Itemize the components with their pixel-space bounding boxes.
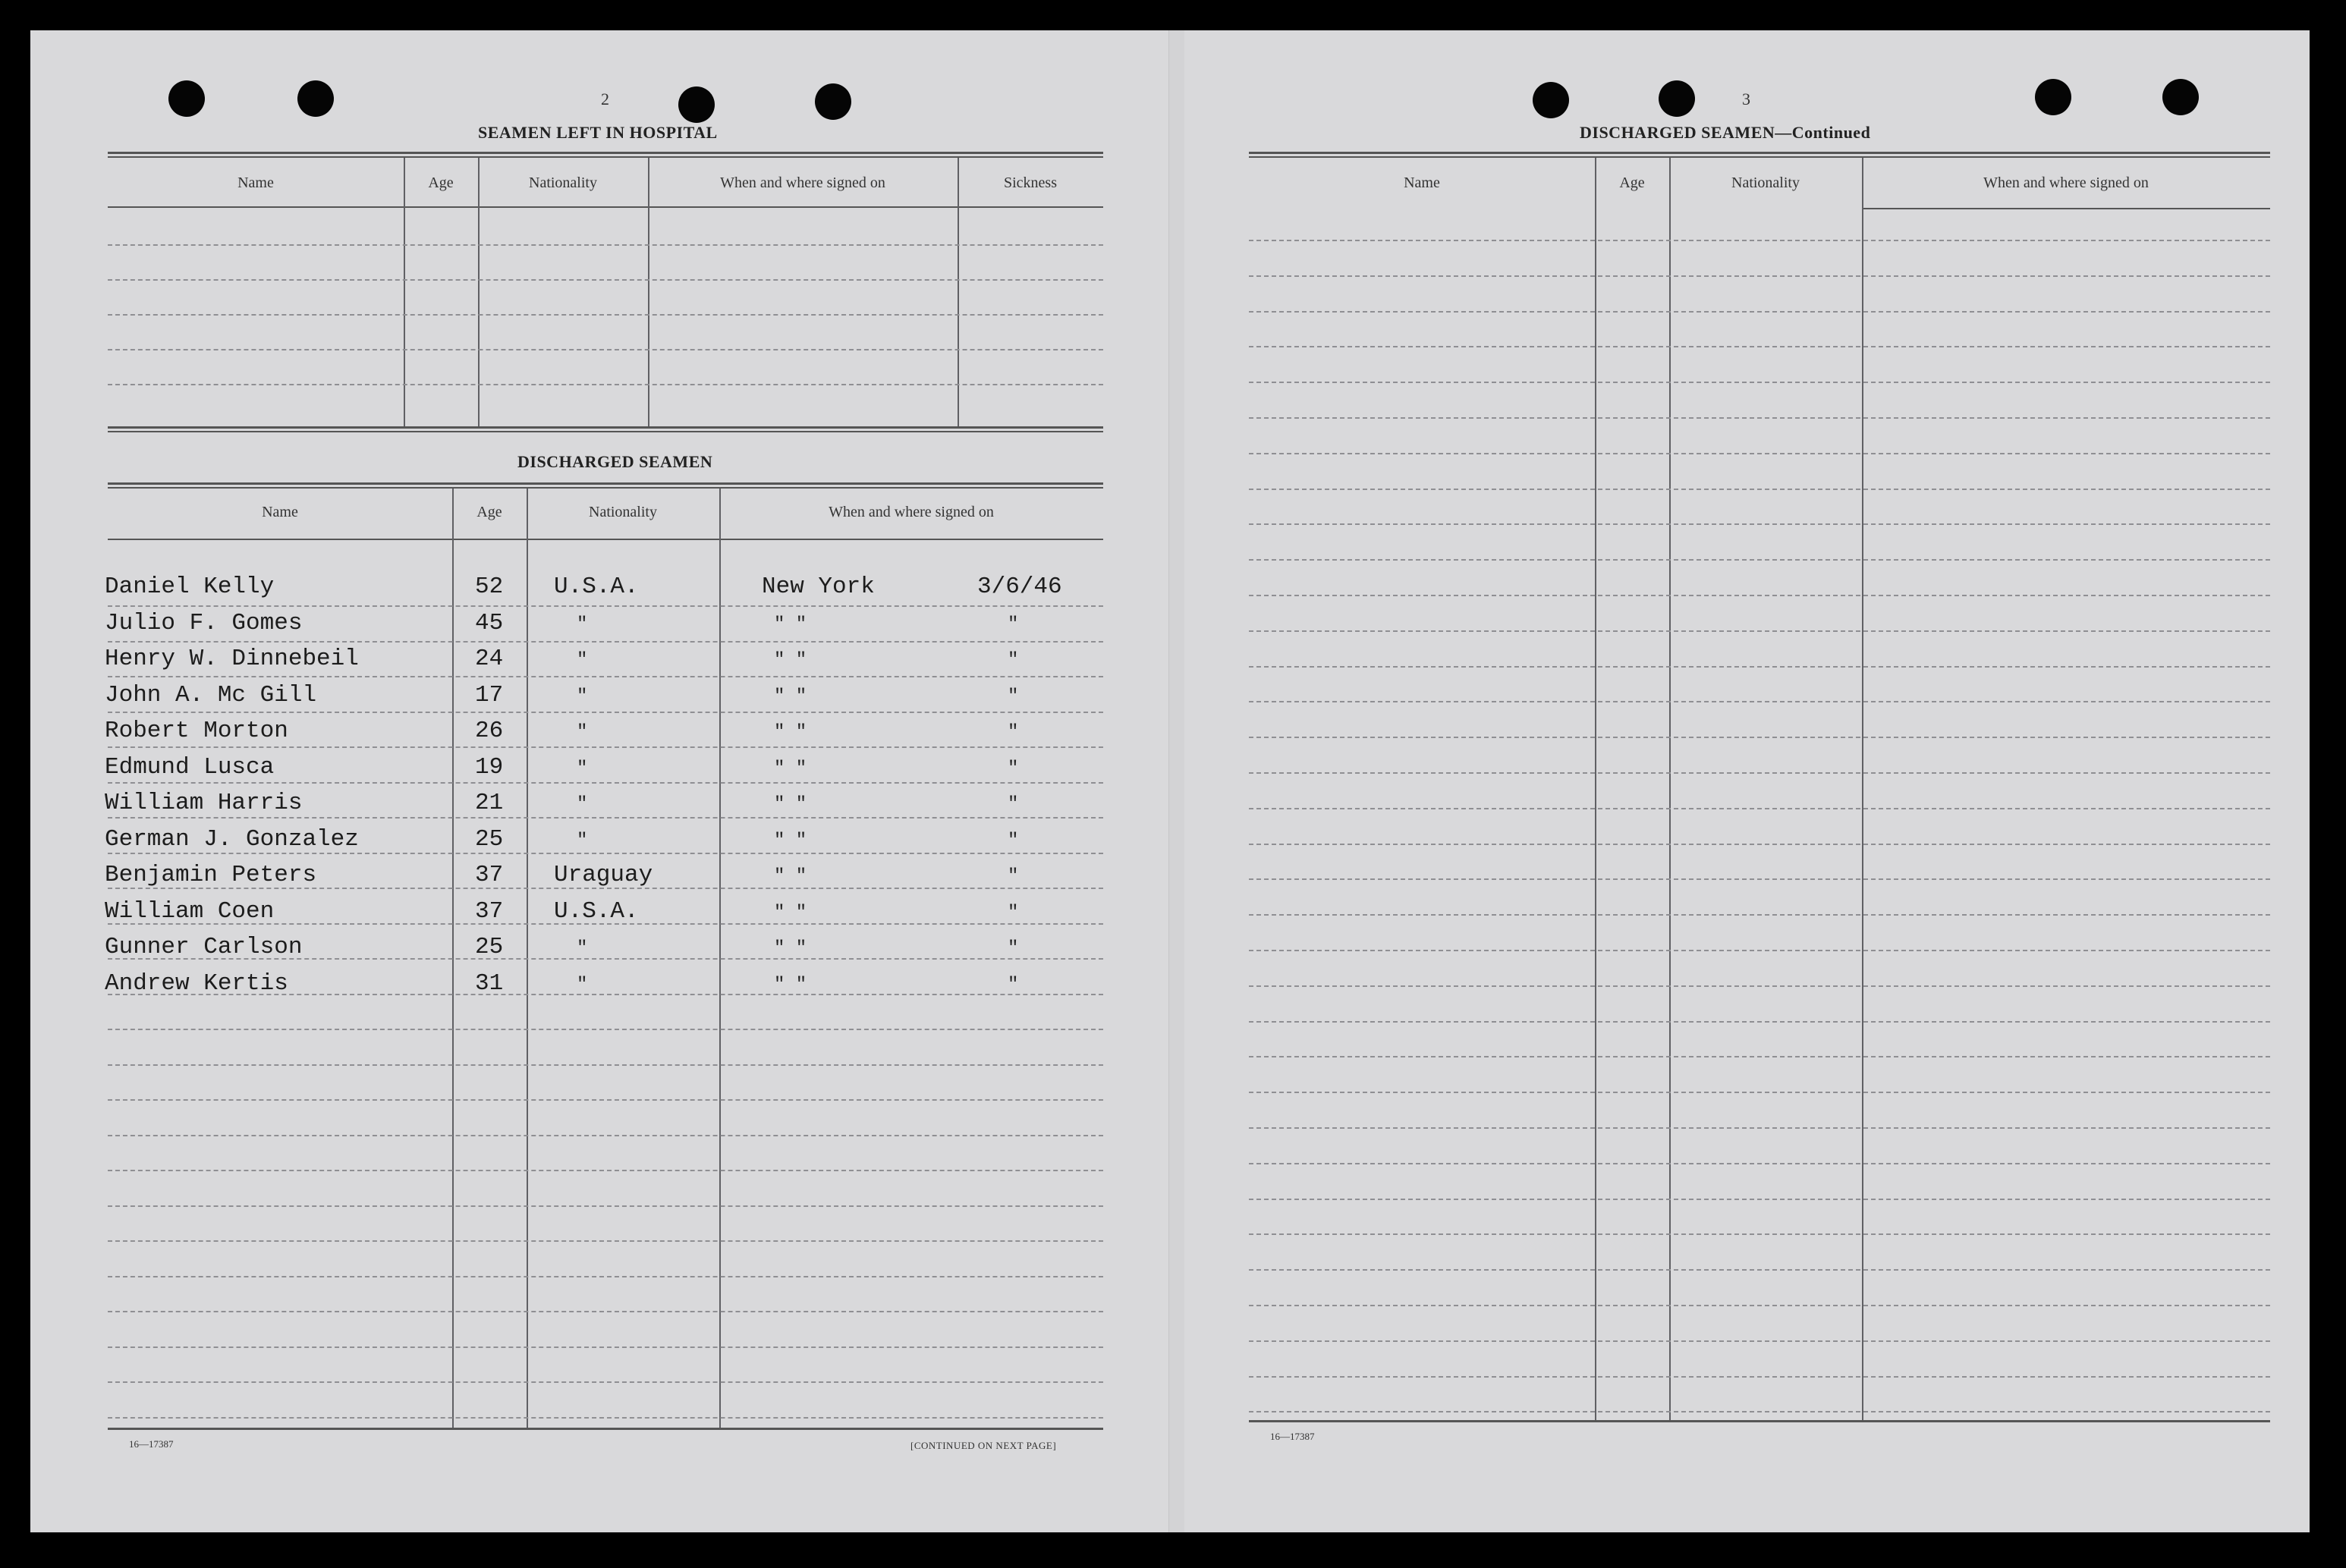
right-row-line [1249, 737, 2270, 738]
hospital-row-line [108, 349, 1103, 350]
hospital-top-rule [108, 152, 1103, 154]
seaman-signed-date: " [1008, 686, 1019, 707]
right-row-line [1249, 346, 2270, 347]
seaman-signed-place: " " [774, 974, 807, 995]
right-row-line [1249, 808, 2270, 809]
hospital-top-rule-2 [108, 156, 1103, 158]
punch-hole [168, 80, 205, 117]
right-row-line [1249, 1340, 2270, 1342]
seaman-signed-place: " " [774, 614, 807, 635]
seaman-age: 37 [475, 862, 504, 888]
right-row-line [1249, 595, 2270, 596]
discharged-section-title: DISCHARGED SEAMEN [517, 452, 713, 471]
seaman-name: Julio F. Gomes [105, 609, 303, 636]
seaman-nationality: " [577, 686, 588, 707]
right-row-line [1249, 1163, 2270, 1164]
seaman-nationality: " [577, 722, 588, 743]
right-row-line [1249, 1021, 2270, 1023]
right-row-line [1249, 1269, 2270, 1271]
discharged-row-line [108, 1346, 1103, 1348]
hospital-col-name: Name [237, 174, 274, 191]
right-row-line [1249, 1092, 2270, 1093]
discharged-row-line [108, 817, 1103, 819]
seaman-name: Benjamin Peters [105, 862, 317, 888]
seaman-age: 31 [475, 969, 504, 997]
seaman-signed-place: " " [774, 866, 807, 887]
right-row-line [1249, 417, 2270, 419]
discharged-col-name: Name [262, 504, 298, 520]
discharged-row-line [108, 641, 1103, 643]
seaman-age: 45 [475, 609, 504, 636]
continued-title-suffix: —Continued [1775, 123, 1871, 142]
seaman-signed-place: " " [774, 686, 807, 707]
seaman-name: John A. Mc Gill [105, 681, 317, 709]
punch-hole [815, 83, 851, 120]
seaman-signed-place: " " [774, 794, 807, 815]
right-row-line [1249, 701, 2270, 702]
seaman-nationality: " [577, 758, 588, 779]
seaman-age: 52 [475, 573, 504, 600]
right-col-age: Age [1619, 174, 1645, 191]
right-col-name: Name [1404, 174, 1440, 191]
hospital-row-line [108, 244, 1103, 246]
page-number-right: 3 [1742, 90, 1750, 108]
discharged-row-line [108, 1064, 1103, 1066]
discharged-row-line [108, 958, 1103, 960]
right-row-line [1249, 453, 2270, 454]
discharged-row-line [108, 782, 1103, 784]
discharged-row-line [108, 888, 1103, 889]
right-row-line [1249, 772, 2270, 774]
seaman-age: 17 [475, 681, 504, 709]
hospital-col-nationality: Nationality [529, 174, 597, 191]
right-row-line [1249, 950, 2270, 951]
right-row-line [1249, 1056, 2270, 1057]
seaman-signed-date: " [1008, 902, 1019, 923]
seaman-age: 19 [475, 753, 504, 781]
punch-hole [2035, 79, 2071, 115]
hospital-col-divider [648, 158, 649, 426]
continued-title-main: DISCHARGED SEAMEN [1580, 123, 1775, 142]
discharged-col-nationality: Nationality [589, 504, 657, 520]
discharged-header-rule [108, 539, 1103, 540]
seaman-name: Robert Morton [105, 718, 288, 744]
discharged-row-line [108, 1135, 1103, 1136]
hospital-header-rule [108, 206, 1103, 208]
seaman-name: William Harris [105, 790, 303, 816]
seaman-signed-date: 3/6/46 [977, 573, 1062, 600]
right-top-rule [1249, 152, 2270, 154]
continued-section-title [1580, 123, 1870, 143]
punch-hole [2162, 79, 2199, 115]
seaman-signed-date: " [1008, 614, 1019, 635]
document-page [30, 30, 2310, 1532]
discharged-row-line [108, 676, 1103, 677]
seaman-signed-date: " [1008, 722, 1019, 743]
seaman-signed-place: " " [774, 938, 807, 959]
discharged-top-rule [108, 482, 1103, 485]
discharged-row-line [108, 1417, 1103, 1419]
seaman-signed-date: " [1008, 830, 1019, 851]
punch-hole [297, 80, 334, 117]
hospital-bottom-rule-2 [108, 431, 1103, 432]
hospital-col-divider [958, 158, 959, 426]
seaman-nationality: " [577, 650, 588, 671]
seaman-nationality: " [577, 974, 588, 995]
seaman-nationality: " [577, 830, 588, 851]
hospital-col-divider [404, 158, 405, 426]
seaman-signed-place: " " [774, 722, 807, 743]
seaman-name: Daniel Kelly [105, 573, 275, 600]
discharged-row-line [108, 1381, 1103, 1383]
seaman-age: 26 [475, 718, 504, 744]
right-top-rule-2 [1249, 156, 2270, 158]
punch-hole [1659, 80, 1695, 117]
seaman-name: Andrew Kertis [105, 969, 288, 997]
right-col-signed-on: When and where signed on [1983, 174, 2149, 191]
hospital-row-line [108, 279, 1103, 281]
discharged-row-line [108, 1311, 1103, 1312]
seaman-nationality: " [577, 614, 588, 635]
hospital-col-divider [478, 158, 480, 426]
seaman-age: 25 [475, 825, 504, 853]
discharged-row-line [108, 1170, 1103, 1171]
seaman-age: 21 [475, 790, 504, 816]
hospital-row-line [108, 314, 1103, 316]
right-row-line [1249, 1376, 2270, 1378]
right-row-line [1249, 523, 2270, 525]
seaman-signed-date: " [1008, 866, 1019, 887]
right-header-rule [1863, 208, 2270, 209]
seaman-signed-date: " [1008, 758, 1019, 779]
right-row-line [1249, 985, 2270, 987]
right-row-line [1249, 382, 2270, 383]
discharged-row-line [108, 1276, 1103, 1277]
seaman-nationality: U.S.A. [554, 573, 639, 600]
seaman-name: Henry W. Dinnebeil [105, 646, 359, 672]
hospital-section-title: SEAMEN LEFT IN HOSPITAL [478, 123, 718, 142]
continued-note: [CONTINUED ON NEXT PAGE] [910, 1440, 1057, 1451]
right-row-line [1249, 1127, 2270, 1129]
discharged-row-line [108, 1205, 1103, 1207]
discharged-row-line [108, 712, 1103, 713]
page-fold [1168, 30, 1184, 1532]
right-row-line [1249, 630, 2270, 632]
hospital-col-age: Age [428, 174, 454, 191]
seaman-age: 37 [475, 897, 504, 925]
seaman-signed-date: " [1008, 650, 1019, 671]
discharged-row-line [108, 605, 1103, 607]
right-row-line [1249, 311, 2270, 313]
right-row-line [1249, 1411, 2270, 1412]
discharged-row-line [108, 1029, 1103, 1030]
punch-hole [1533, 82, 1569, 118]
discharged-top-rule-2 [108, 487, 1103, 489]
seaman-signed-place: " " [774, 758, 807, 779]
right-row-line [1249, 666, 2270, 668]
form-number-left: 16—17387 [129, 1438, 174, 1450]
seaman-name: William Coen [105, 897, 275, 925]
right-row-line [1249, 1233, 2270, 1235]
right-bottom-rule [1249, 1420, 2270, 1422]
seaman-signed-place: New York [762, 573, 875, 600]
right-row-line [1249, 240, 2270, 241]
discharged-col-age: Age [476, 504, 502, 520]
seaman-nationality: " [577, 794, 588, 815]
hospital-row-line [108, 384, 1103, 385]
page-number-left: 2 [601, 90, 609, 108]
seaman-name: German J. Gonzalez [105, 825, 359, 853]
discharged-row-line [108, 746, 1103, 748]
form-number-right: 16—17387 [1270, 1431, 1315, 1442]
seaman-signed-place: " " [774, 650, 807, 671]
seaman-signed-date: " [1008, 794, 1019, 815]
discharged-bottom-rule [108, 1428, 1103, 1430]
seaman-signed-date: " [1008, 938, 1019, 959]
seaman-nationality: " [577, 938, 588, 959]
seaman-name: Edmund Lusca [105, 753, 275, 781]
right-row-line [1249, 559, 2270, 561]
seaman-age: 24 [475, 646, 504, 672]
seaman-signed-place: " " [774, 902, 807, 923]
seaman-nationality: U.S.A. [554, 897, 639, 925]
discharged-col-signed-on: When and where signed on [829, 504, 994, 520]
hospital-bottom-rule [108, 426, 1103, 429]
discharged-row-line [108, 923, 1103, 925]
seaman-name: Gunner Carlson [105, 934, 303, 960]
seaman-signed-place: " " [774, 830, 807, 851]
right-row-line [1249, 878, 2270, 880]
right-row-line [1249, 1305, 2270, 1306]
seaman-age: 25 [475, 934, 504, 960]
punch-hole [678, 86, 715, 123]
discharged-row-line [108, 1099, 1103, 1101]
right-row-line [1249, 1199, 2270, 1200]
right-row-line [1249, 489, 2270, 490]
hospital-col-sickness: Sickness [1004, 174, 1057, 191]
right-row-line [1249, 914, 2270, 916]
right-row-line [1249, 844, 2270, 845]
seaman-signed-date: " [1008, 974, 1019, 995]
hospital-col-signed-on: When and where signed on [720, 174, 885, 191]
right-col-nationality: Nationality [1731, 174, 1800, 191]
seaman-nationality: Uraguay [554, 862, 653, 888]
discharged-row-line [108, 1240, 1103, 1242]
discharged-row-line [108, 994, 1103, 995]
discharged-row-line [108, 853, 1103, 854]
right-row-line [1249, 275, 2270, 277]
